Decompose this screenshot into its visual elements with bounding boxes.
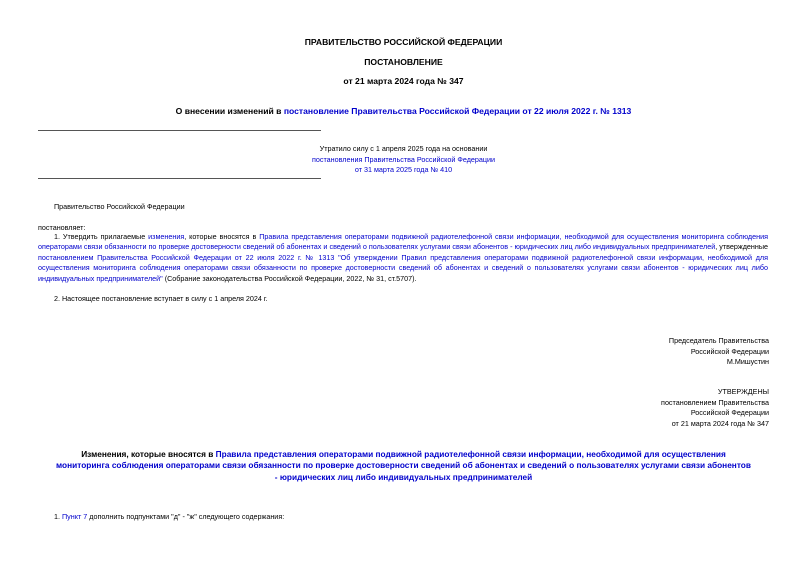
divider-bottom — [38, 178, 321, 179]
signature-line1: Председатель Правительства — [668, 336, 769, 345]
status-note-link-line2[interactable]: постановления Правительства Российской Федерации — [311, 154, 496, 164]
changes-item1-link-point7[interactable]: Пункт 7 — [62, 512, 88, 521]
item-2-paragraph: 2. Настоящее постановление вступает в силу с 1 апреля 2024 г. — [54, 294, 268, 303]
item-1-paragraph — [38, 232, 768, 284]
status-note — [0, 144, 807, 176]
item1-text4: (Собрание законодательства Российской Федерации, 2022, № 31, ст.5707). — [162, 273, 417, 283]
signature-line2: Российской Федерации — [690, 346, 769, 356]
document-title — [0, 106, 807, 116]
approved-line3: Российской Федерации — [690, 408, 769, 418]
item1-link-changes[interactable]: изменения — [148, 232, 185, 241]
changes-item-1 — [54, 512, 284, 521]
signature-name: М.Мишустин — [726, 357, 769, 367]
item1-link-rules[interactable]: Правила представления операторами подвижной радиотелефонной связи информации, необходимой для осуществления мониторинга соблюдения операторами связи обязанности по проверке достоверности сведений об абонентах и сведений о пользователях услугами связи абонентов - юридических лиц либо индивидуальных предпринимателей — [38, 232, 768, 252]
approved-line1: УТВЕРЖДЕНЫ — [717, 387, 769, 396]
item1-link-resolution[interactable]: постановлением Правительства Российской Федерации от 22 июля 2022 г. № 1313 "Об утверждении Правил представления операторами подвижной радиотелефонной связи информации, необходимой для осуществления мониторинга соблюдения операторами связи обязанности по проверке достоверности сведений об абонентах и сведений о пользователях услугами связи абонентов - юридических лиц либо индивидуальных предпринимателей" — [38, 252, 768, 283]
title-prefix: О внесении изменений в — [175, 106, 284, 116]
document-type: ПОСТАНОВЛЕНИЕ — [364, 57, 443, 67]
approved-line4: от 21 марта 2024 года № 347 — [671, 418, 769, 428]
changes-title — [56, 449, 751, 483]
changes-title-prefix: Изменения, которые вносятся в — [81, 449, 216, 459]
signature-block — [669, 336, 769, 368]
resolves-label: постановляет: — [38, 223, 86, 232]
approved-block — [661, 387, 769, 429]
government-heading: ПРАВИТЕЛЬСТВО РОССИЙСКОЙ ФЕДЕРАЦИИ — [304, 37, 503, 47]
changes-title-link-rules[interactable]: Правила представления операторами подвижной радиотелефонной связи информации, необходимой для осуществления мониторинга соблюдения операторами связи обязанности по проверке достоверности сведений об абонентах и сведений о пользователях услугами связи абонентов - юридических лиц либо индивидуальных предпринимателей — [56, 449, 751, 482]
document-date-number: от 21 марта 2024 года № 347 — [343, 76, 464, 86]
title-link-resolution-1313[interactable]: постановление Правительства Российской Федерации от 22 июля 2022 г. № 1313 — [283, 106, 632, 116]
status-note-line1: Утратило силу с 1 апреля 2025 года на основании — [319, 144, 488, 153]
item1-text2: , которые вносятся в — [184, 232, 260, 241]
item1-text3: , утвержденные — [715, 242, 768, 252]
divider-top — [38, 130, 321, 131]
changes-item1-prefix: 1. — [54, 512, 62, 521]
item1-text1: 1. Утвердить прилагаемые — [54, 232, 149, 241]
changes-item1-text: дополнить подпунктами "д" - "ж" следующего содержания: — [87, 512, 285, 521]
status-note-link-line3[interactable]: от 31 марта 2025 года № 410 — [354, 165, 453, 175]
approved-line2: постановлением Правительства — [661, 397, 769, 407]
government-label: Правительство Российской Федерации — [54, 202, 185, 211]
